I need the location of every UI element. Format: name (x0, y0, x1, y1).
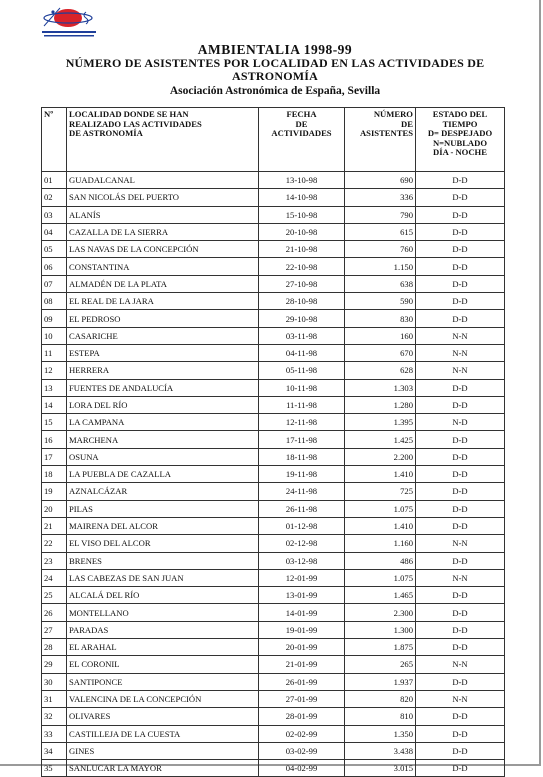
table-row (42, 587, 505, 604)
table-row (42, 690, 505, 707)
table-row (42, 517, 505, 534)
row-weather: D-D (416, 431, 505, 448)
row-number: 27 (42, 621, 67, 638)
row-weather: D-D (416, 448, 505, 465)
row-locality: MARCHENA (67, 431, 259, 448)
row-locality: EL CORONIL (67, 656, 259, 673)
row-attendees: 1.875 (345, 639, 416, 656)
row-attendees: 1.410 (345, 517, 416, 534)
row-locality: SANLUCAR LA MAYOR (67, 760, 259, 777)
row-weather: N-N (416, 535, 505, 552)
table-row (42, 379, 505, 396)
table-row (42, 396, 505, 413)
table-row (42, 344, 505, 361)
table-row (42, 189, 505, 206)
table-row (42, 172, 505, 189)
row-number: 08 (42, 293, 67, 310)
table-row (42, 258, 505, 275)
row-date: 18-11-98 (259, 448, 345, 465)
row-date: 20-01-99 (259, 639, 345, 656)
row-weather: N-N (416, 344, 505, 361)
row-locality: BRENES (67, 552, 259, 569)
row-attendees: 820 (345, 690, 416, 707)
table-row (42, 500, 505, 517)
row-number: 09 (42, 310, 67, 327)
row-locality: GINES (67, 742, 259, 759)
row-number: 21 (42, 517, 67, 534)
row-number: 22 (42, 535, 67, 552)
row-locality: ESTEPA (67, 344, 259, 361)
row-attendees: 690 (345, 172, 416, 189)
row-locality: MONTELLANO (67, 604, 259, 621)
table-row (42, 275, 505, 292)
row-locality: LA PUEBLA DE CAZALLA (67, 466, 259, 483)
row-number: 02 (42, 189, 67, 206)
header-number: Nº (42, 108, 67, 172)
row-attendees: 265 (345, 656, 416, 673)
row-date: 14-01-99 (259, 604, 345, 621)
row-locality: ALMADÉN DE LA PLATA (67, 275, 259, 292)
row-weather: D-D (416, 293, 505, 310)
row-date: 05-11-98 (259, 362, 345, 379)
table-row (42, 552, 505, 569)
row-attendees: 160 (345, 327, 416, 344)
row-number: 16 (42, 431, 67, 448)
attendance-table (41, 107, 505, 777)
row-weather: N-N (416, 656, 505, 673)
row-number: 13 (42, 379, 67, 396)
row-weather: D-D (416, 275, 505, 292)
row-weather: D-D (416, 517, 505, 534)
row-date: 03-11-98 (259, 327, 345, 344)
row-locality: EL ARAHAL (67, 639, 259, 656)
row-attendees: 2.200 (345, 448, 416, 465)
row-number: 34 (42, 742, 67, 759)
row-weather: D-D (416, 708, 505, 725)
header-date: FECHA DE ACTIVIDADES (259, 108, 345, 172)
row-locality: HERRERA (67, 362, 259, 379)
row-locality: GUADALCANAL (67, 172, 259, 189)
row-weather: D-D (416, 396, 505, 413)
row-weather: D-D (416, 742, 505, 759)
table-row (42, 466, 505, 483)
row-number: 14 (42, 396, 67, 413)
row-locality: LA CAMPANA (67, 414, 259, 431)
row-date: 26-01-99 (259, 673, 345, 690)
table-row (42, 708, 505, 725)
row-locality: EL PEDROSO (67, 310, 259, 327)
row-attendees: 1.465 (345, 587, 416, 604)
row-locality: EL VISO DEL ALCOR (67, 535, 259, 552)
row-attendees: 336 (345, 189, 416, 206)
table-row (42, 569, 505, 586)
row-weather: D-D (416, 587, 505, 604)
row-date: 15-10-98 (259, 206, 345, 223)
row-number: 04 (42, 223, 67, 240)
row-attendees: 3.015 (345, 760, 416, 777)
table-row (42, 414, 505, 431)
row-attendees: 628 (345, 362, 416, 379)
row-attendees: 1.303 (345, 379, 416, 396)
row-number: 26 (42, 604, 67, 621)
document-subtitle-line1: NÚMERO DE ASISTENTES POR LOCALIDAD EN LAS ACTIVIDADES DE (65, 56, 485, 70)
row-number: 33 (42, 725, 67, 742)
row-weather: D-D (416, 172, 505, 189)
row-locality: PILAS (67, 500, 259, 517)
row-date: 10-11-98 (259, 379, 345, 396)
title-block (40, 42, 510, 98)
row-date: 11-11-98 (259, 396, 345, 413)
row-date: 24-11-98 (259, 483, 345, 500)
organization-name: Asociación Astronómica de España, Sevilla (169, 85, 381, 97)
table-row (42, 725, 505, 742)
row-weather: D-D (416, 639, 505, 656)
row-date: 12-11-98 (259, 414, 345, 431)
row-locality: MAIRENA DEL ALCOR (67, 517, 259, 534)
row-locality: CONSTANTINA (67, 258, 259, 275)
row-locality: LAS NAVAS DE LA CONCEPCIÓN (67, 241, 259, 258)
row-locality: LORA DEL RÍO (67, 396, 259, 413)
table-row (42, 223, 505, 240)
row-number: 15 (42, 414, 67, 431)
row-number: 30 (42, 673, 67, 690)
row-locality: PARADAS (67, 621, 259, 638)
row-attendees: 2.300 (345, 604, 416, 621)
row-date: 20-10-98 (259, 223, 345, 240)
row-attendees: 1.395 (345, 414, 416, 431)
row-number: 01 (42, 172, 67, 189)
row-date: 01-12-98 (259, 517, 345, 534)
row-locality: LAS CABEZAS DE SAN JUAN (67, 569, 259, 586)
row-weather: D-D (416, 483, 505, 500)
row-date: 29-10-98 (259, 310, 345, 327)
row-date: 13-01-99 (259, 587, 345, 604)
row-attendees: 1.425 (345, 431, 416, 448)
row-number: 19 (42, 483, 67, 500)
row-date: 27-10-98 (259, 275, 345, 292)
row-weather: D-D (416, 604, 505, 621)
row-attendees: 590 (345, 293, 416, 310)
row-date: 14-10-98 (259, 189, 345, 206)
row-locality: FUENTES DE ANDALUCÍA (67, 379, 259, 396)
row-attendees: 638 (345, 275, 416, 292)
table-row (42, 656, 505, 673)
row-number: 24 (42, 569, 67, 586)
row-date: 19-11-98 (259, 466, 345, 483)
row-date: 28-10-98 (259, 293, 345, 310)
row-date: 26-11-98 (259, 500, 345, 517)
row-number: 35 (42, 760, 67, 777)
row-weather: D-D (416, 310, 505, 327)
header-attendees: NÚMERO DE ASISTENTES (345, 108, 416, 172)
row-weather: D-D (416, 621, 505, 638)
table-row (42, 327, 505, 344)
row-attendees: 486 (345, 552, 416, 569)
row-attendees: 1.075 (345, 500, 416, 517)
table-row (42, 241, 505, 258)
row-number: 10 (42, 327, 67, 344)
row-weather: N-N (416, 362, 505, 379)
row-date: 12-01-99 (259, 569, 345, 586)
row-attendees: 760 (345, 241, 416, 258)
header-weather: ESTADO DEL TIEMPO D= DESPEJADO N=NUBLADO DÍA - NOCHE (416, 108, 505, 172)
row-locality: OLIVARES (67, 708, 259, 725)
row-weather: D-D (416, 500, 505, 517)
row-number: 03 (42, 206, 67, 223)
row-locality: ALCALÁ DEL RÍO (67, 587, 259, 604)
row-attendees: 1.937 (345, 673, 416, 690)
row-number: 23 (42, 552, 67, 569)
document-title: AMBIENTALIA 1998-99 (197, 42, 353, 57)
row-date: 22-10-98 (259, 258, 345, 275)
table-row (42, 639, 505, 656)
row-date: 27-01-99 (259, 690, 345, 707)
row-weather: D-D (416, 258, 505, 275)
row-number: 12 (42, 362, 67, 379)
table-header-row (42, 108, 505, 172)
row-number: 17 (42, 448, 67, 465)
row-number: 07 (42, 275, 67, 292)
row-number: 32 (42, 708, 67, 725)
row-weather: N-N (416, 690, 505, 707)
table-row (42, 206, 505, 223)
row-weather: N-N (416, 569, 505, 586)
row-attendees: 1.300 (345, 621, 416, 638)
row-locality: AZNALCÁZAR (67, 483, 259, 500)
row-weather: D-D (416, 466, 505, 483)
row-attendees: 670 (345, 344, 416, 361)
table-row (42, 431, 505, 448)
row-weather: D-D (416, 223, 505, 240)
association-logo (30, 2, 110, 42)
row-date: 28-01-99 (259, 708, 345, 725)
row-number: 11 (42, 344, 67, 361)
row-date: 02-12-98 (259, 535, 345, 552)
row-locality: SAN NICOLÁS DEL PUERTO (67, 189, 259, 206)
row-attendees: 1.150 (345, 258, 416, 275)
document-subtitle-line2: ASTRONOMÍA (231, 69, 318, 83)
row-attendees: 1.160 (345, 535, 416, 552)
row-number: 29 (42, 656, 67, 673)
row-number: 25 (42, 587, 67, 604)
row-attendees: 1.350 (345, 725, 416, 742)
row-attendees: 3.438 (345, 742, 416, 759)
table-row (42, 293, 505, 310)
row-locality: CASTILLEJA DE LA CUESTA (67, 725, 259, 742)
row-weather: N-N (416, 327, 505, 344)
row-locality: VALENCINA DE LA CONCEPCIÓN (67, 690, 259, 707)
row-date: 13-10-98 (259, 172, 345, 189)
table-row (42, 310, 505, 327)
header-locality: LOCALIDAD DONDE SE HAN REALIZADO LAS ACTIVIDADES DE ASTRONOMÍA (67, 108, 259, 172)
row-date: 04-02-99 (259, 760, 345, 777)
row-number: 18 (42, 466, 67, 483)
row-locality: EL REAL DE LA JARA (67, 293, 259, 310)
row-attendees: 790 (345, 206, 416, 223)
row-date: 03-12-98 (259, 552, 345, 569)
table-row (42, 535, 505, 552)
row-attendees: 830 (345, 310, 416, 327)
row-number: 28 (42, 639, 67, 656)
row-attendees: 725 (345, 483, 416, 500)
row-date: 02-02-99 (259, 725, 345, 742)
row-number: 06 (42, 258, 67, 275)
row-attendees: 1.280 (345, 396, 416, 413)
row-locality: SANTIPONCE (67, 673, 259, 690)
table-row (42, 673, 505, 690)
row-weather: D-D (416, 379, 505, 396)
row-weather: N-D (416, 414, 505, 431)
table-row (42, 760, 505, 777)
row-date: 21-10-98 (259, 241, 345, 258)
row-date: 17-11-98 (259, 431, 345, 448)
row-number: 20 (42, 500, 67, 517)
row-weather: D-D (416, 189, 505, 206)
row-weather: D-D (416, 725, 505, 742)
table-row (42, 448, 505, 465)
row-locality: ALANÍS (67, 206, 259, 223)
row-number: 05 (42, 241, 67, 258)
row-locality: CAZALLA DE LA SIERRA (67, 223, 259, 240)
table-row (42, 621, 505, 638)
table-body (42, 172, 505, 777)
table-row (42, 483, 505, 500)
row-date: 04-11-98 (259, 344, 345, 361)
table-row (42, 604, 505, 621)
row-weather: D-D (416, 206, 505, 223)
row-attendees: 1.075 (345, 569, 416, 586)
row-locality: OSUNA (67, 448, 259, 465)
row-date: 03-02-99 (259, 742, 345, 759)
row-weather: D-D (416, 760, 505, 777)
row-attendees: 615 (345, 223, 416, 240)
row-number: 31 (42, 690, 67, 707)
row-date: 19-01-99 (259, 621, 345, 638)
row-attendees: 810 (345, 708, 416, 725)
row-attendees: 1.410 (345, 466, 416, 483)
row-locality: CASARICHE (67, 327, 259, 344)
table-row (42, 742, 505, 759)
row-weather: D-D (416, 673, 505, 690)
row-date: 21-01-99 (259, 656, 345, 673)
row-weather: D-D (416, 552, 505, 569)
table-row (42, 362, 505, 379)
row-weather: D-D (416, 241, 505, 258)
